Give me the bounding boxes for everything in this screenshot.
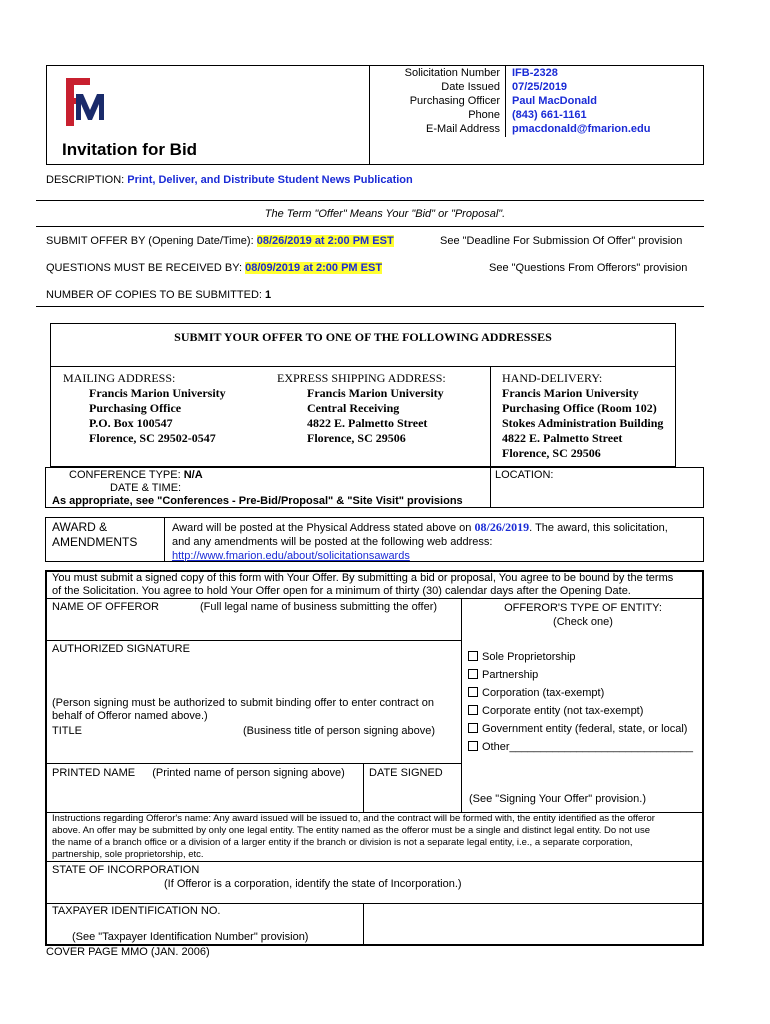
- entity-heading: [462, 601, 704, 629]
- tin-hint: (See "Taxpayer Identification Number" provision): [72, 931, 309, 943]
- entity-option-label: Corporate entity (not tax-exempt): [482, 705, 644, 717]
- award-text-1: Award will be posted at the Physical Address stated above on: [172, 522, 472, 534]
- date-signed-divider: [363, 763, 364, 812]
- offeror-instructions: [52, 813, 702, 861]
- footer: COVER PAGE MMO (JAN. 2006): [46, 946, 210, 958]
- location-label: LOCATION:: [495, 469, 554, 481]
- award-label-line: AMENDMENTS: [52, 535, 138, 549]
- email-label: E-Mail Address: [426, 123, 500, 135]
- tin-label: TAXPAYER IDENTIFICATION NO.: [52, 905, 221, 917]
- submit-by-note: See "Deadline For Submission Of Offer" provision: [440, 235, 683, 247]
- purchasing-officer-label: Purchasing Officer: [409, 95, 500, 107]
- offer-intro-line: You must submit a signed copy of this form with Your Offer. By submitting a bid or proposal, You agree to be bound by the terms: [52, 572, 674, 584]
- express-label: EXPRESS SHIPPING ADDRESS:: [277, 371, 446, 385]
- mailing-label: MAILING ADDRESS:: [63, 371, 176, 385]
- award-date: 08/26/2019: [474, 520, 530, 534]
- entity-option-partnership[interactable]: [468, 666, 693, 684]
- mailing-line: Francis Marion University: [89, 386, 226, 400]
- authorized-signature-field[interactable]: [52, 643, 456, 693]
- header-values: [512, 66, 650, 136]
- checkbox[interactable]: [468, 669, 478, 679]
- award-text-3: and any amendments will be posted at the following web address:: [172, 536, 493, 548]
- sig-note-line: (Person signing must be authorized to submit binding offer to enter contract on: [52, 697, 434, 709]
- page-title: Invitation for Bid: [62, 140, 198, 159]
- state-of-incorporation-field[interactable]: [52, 863, 698, 899]
- submit-by-row: [46, 235, 394, 247]
- date-signed-label: DATE SIGNED: [369, 767, 443, 779]
- title-label: TITLE: [52, 725, 82, 737]
- instruction-line: partnership, sole proprietorship, etc.: [52, 849, 204, 860]
- sig-note: [52, 697, 434, 723]
- offer-row-3: [45, 763, 461, 764]
- incorp-hint: (If Offeror is a corporation, identify the state of Incorporation.): [164, 878, 462, 890]
- header-divider: [369, 65, 370, 165]
- entity-option-label: Corporation (tax-exempt): [482, 687, 605, 699]
- description-value: Print, Deliver, and Distribute Student News Publication: [127, 174, 413, 186]
- checkbox[interactable]: [468, 723, 478, 733]
- copies-value: 1: [265, 289, 272, 301]
- conference-date-label: DATE & TIME:: [110, 482, 182, 494]
- description-label: DESCRIPTION:: [46, 174, 125, 186]
- award-label: [52, 520, 137, 550]
- entity-option-label: Partnership: [482, 669, 539, 681]
- entity-option-sole[interactable]: [468, 648, 693, 666]
- divider-1: [36, 200, 704, 201]
- express-address: [277, 371, 446, 446]
- conference-divider: [490, 467, 491, 508]
- entity-option-corporate[interactable]: [468, 702, 693, 720]
- offer-row-6: [45, 903, 704, 904]
- fm-logo: [60, 74, 120, 128]
- phone: (843) 661-1161: [512, 109, 587, 121]
- taxpayer-id-field[interactable]: [52, 905, 358, 945]
- award-text: [172, 520, 700, 563]
- offer-col-divider: [461, 598, 462, 812]
- addresses-heading: SUBMIT YOUR OFFER TO ONE OF THE FOLLOWING ADDRESSES: [174, 330, 552, 344]
- offer-row-5: [45, 861, 704, 862]
- name-hint: (Full legal name of business submitting the offer): [200, 601, 438, 613]
- entity-option-label: Sole Proprietorship: [482, 651, 576, 663]
- solicitation-number-label: Solicitation Number: [404, 67, 500, 79]
- checkbox[interactable]: [468, 741, 478, 751]
- instruction-line: Instructions regarding Offeror's name: Any award issued will be issued to, and the contract will be formed with, the entity identified as the offeror: [52, 813, 655, 824]
- offer-row-1: [45, 598, 704, 599]
- copies-row: [46, 289, 271, 301]
- header-value-divider: [505, 65, 506, 137]
- name-label: NAME OF OFFEROR: [52, 601, 159, 613]
- incorp-label: STATE OF INCORPORATION: [52, 864, 200, 876]
- entity-option-other[interactable]: [468, 738, 693, 756]
- title-field[interactable]: [52, 725, 456, 759]
- divider-2: [36, 226, 704, 227]
- sig-note-line: behalf of Offeror named above.): [52, 710, 208, 722]
- questions-value: 08/09/2019 at 2:00 PM EST: [245, 262, 383, 274]
- purchasing-officer: Paul MacDonald: [512, 95, 597, 107]
- entity-options: [468, 648, 693, 756]
- date-issued-label: Date Issued: [441, 81, 500, 93]
- offer-intro: [52, 572, 673, 598]
- date-issued: 07/25/2019: [512, 81, 568, 93]
- tin-divider: [363, 903, 364, 946]
- conference-type-label: CONFERENCE TYPE:: [69, 469, 181, 481]
- express-line: Francis Marion University: [307, 386, 444, 400]
- description-row: [46, 174, 413, 186]
- entity-label: OFFEROR'S TYPE OF ENTITY:: [504, 602, 662, 614]
- checkbox[interactable]: [468, 705, 478, 715]
- mailing-line: Purchasing Office: [89, 401, 182, 415]
- award-divider: [164, 517, 165, 562]
- hand-line: Stokes Administration Building: [502, 416, 664, 430]
- award-text-2: . The award, this solicitation,: [529, 522, 668, 534]
- award-label-line: AWARD &: [52, 520, 108, 534]
- copies-label: NUMBER OF COPIES TO BE SUBMITTED:: [46, 289, 262, 301]
- title-hint: (Business title of person signing above): [243, 725, 435, 737]
- instruction-line: the name of a branch office or a division of a larger entity if the branch or division is not a separate legal entity, i.e., a separate corporation,: [52, 837, 633, 848]
- term-note: The Term "Offer" Means Your "Bid" or "Proposal".: [264, 208, 506, 220]
- express-line: 4822 E. Palmetto Street: [307, 416, 428, 430]
- hand-delivery-address: [502, 371, 663, 461]
- conference-type-value: N/A: [183, 469, 203, 481]
- conference-note: As appropriate, see "Conferences - Pre-Bid/Proposal" & "Site Visit" provisions: [52, 495, 463, 507]
- entity-option-government[interactable]: [468, 720, 693, 738]
- checkbox[interactable]: [468, 687, 478, 697]
- hand-line: 4822 E. Palmetto Street: [502, 431, 623, 445]
- mailing-address: [63, 371, 226, 446]
- printed-label: PRINTED NAME: [52, 767, 136, 779]
- submit-by-label: SUBMIT OFFER BY (Opening Date/Time):: [46, 235, 254, 247]
- entity-option-label: Government entity (federal, state, or local): [482, 723, 688, 735]
- email: pmacdonald@fmarion.edu: [512, 123, 651, 135]
- signing-note: (See "Signing Your Offer" provision.): [469, 793, 646, 805]
- printed-hint: (Printed name of person signing above): [152, 767, 345, 779]
- questions-row: [46, 262, 382, 274]
- offer-intro-line: of the Solicitation. You agree to hold Your Offer open for a minimum of thirty (30) calendar days after the Opening Date.: [52, 585, 631, 597]
- instruction-line: above. An offer may be submitted by only one legal entity. The entity named as the offeror must be a single and distinct legal entity. Do not use: [52, 825, 650, 836]
- entity-hint: (Check one): [553, 616, 613, 628]
- hand-line: Florence, SC 29506: [502, 446, 601, 460]
- conference-type: [69, 469, 203, 481]
- express-line: Florence, SC 29506: [307, 431, 406, 445]
- express-line: Central Receiving: [307, 401, 400, 415]
- hand-line: Purchasing Office (Room 102): [502, 401, 657, 415]
- sig-label: AUTHORIZED SIGNATURE: [52, 643, 190, 655]
- hand-divider: [490, 367, 491, 467]
- offer-row-2: [45, 640, 461, 641]
- hand-line: Francis Marion University: [502, 386, 639, 400]
- header-labels: [372, 66, 500, 136]
- name-of-offeror[interactable]: [52, 601, 456, 637]
- date-signed-field[interactable]: [369, 767, 459, 809]
- questions-label: QUESTIONS MUST BE RECEIVED BY:: [46, 262, 243, 274]
- solicitation-number: IFB-2328: [512, 67, 558, 79]
- questions-note: See "Questions From Offerors" provision: [489, 262, 688, 274]
- printed-name-field[interactable]: [52, 767, 358, 809]
- checkbox[interactable]: [468, 651, 478, 661]
- award-url-link[interactable]: http://www.fmarion.edu/about/solicitationsawards: [172, 550, 410, 562]
- divider-3: [36, 306, 704, 307]
- submit-by-value: 08/26/2019 at 2:00 PM EST: [256, 235, 394, 247]
- hand-label: HAND-DELIVERY:: [502, 371, 603, 385]
- phone-label: Phone: [468, 109, 500, 121]
- entity-option-label: Other______________________________: [482, 741, 694, 753]
- mailing-line: Florence, SC 29502-0547: [89, 431, 216, 445]
- mailing-line: P.O. Box 100547: [89, 416, 173, 430]
- entity-option-corporation[interactable]: [468, 684, 693, 702]
